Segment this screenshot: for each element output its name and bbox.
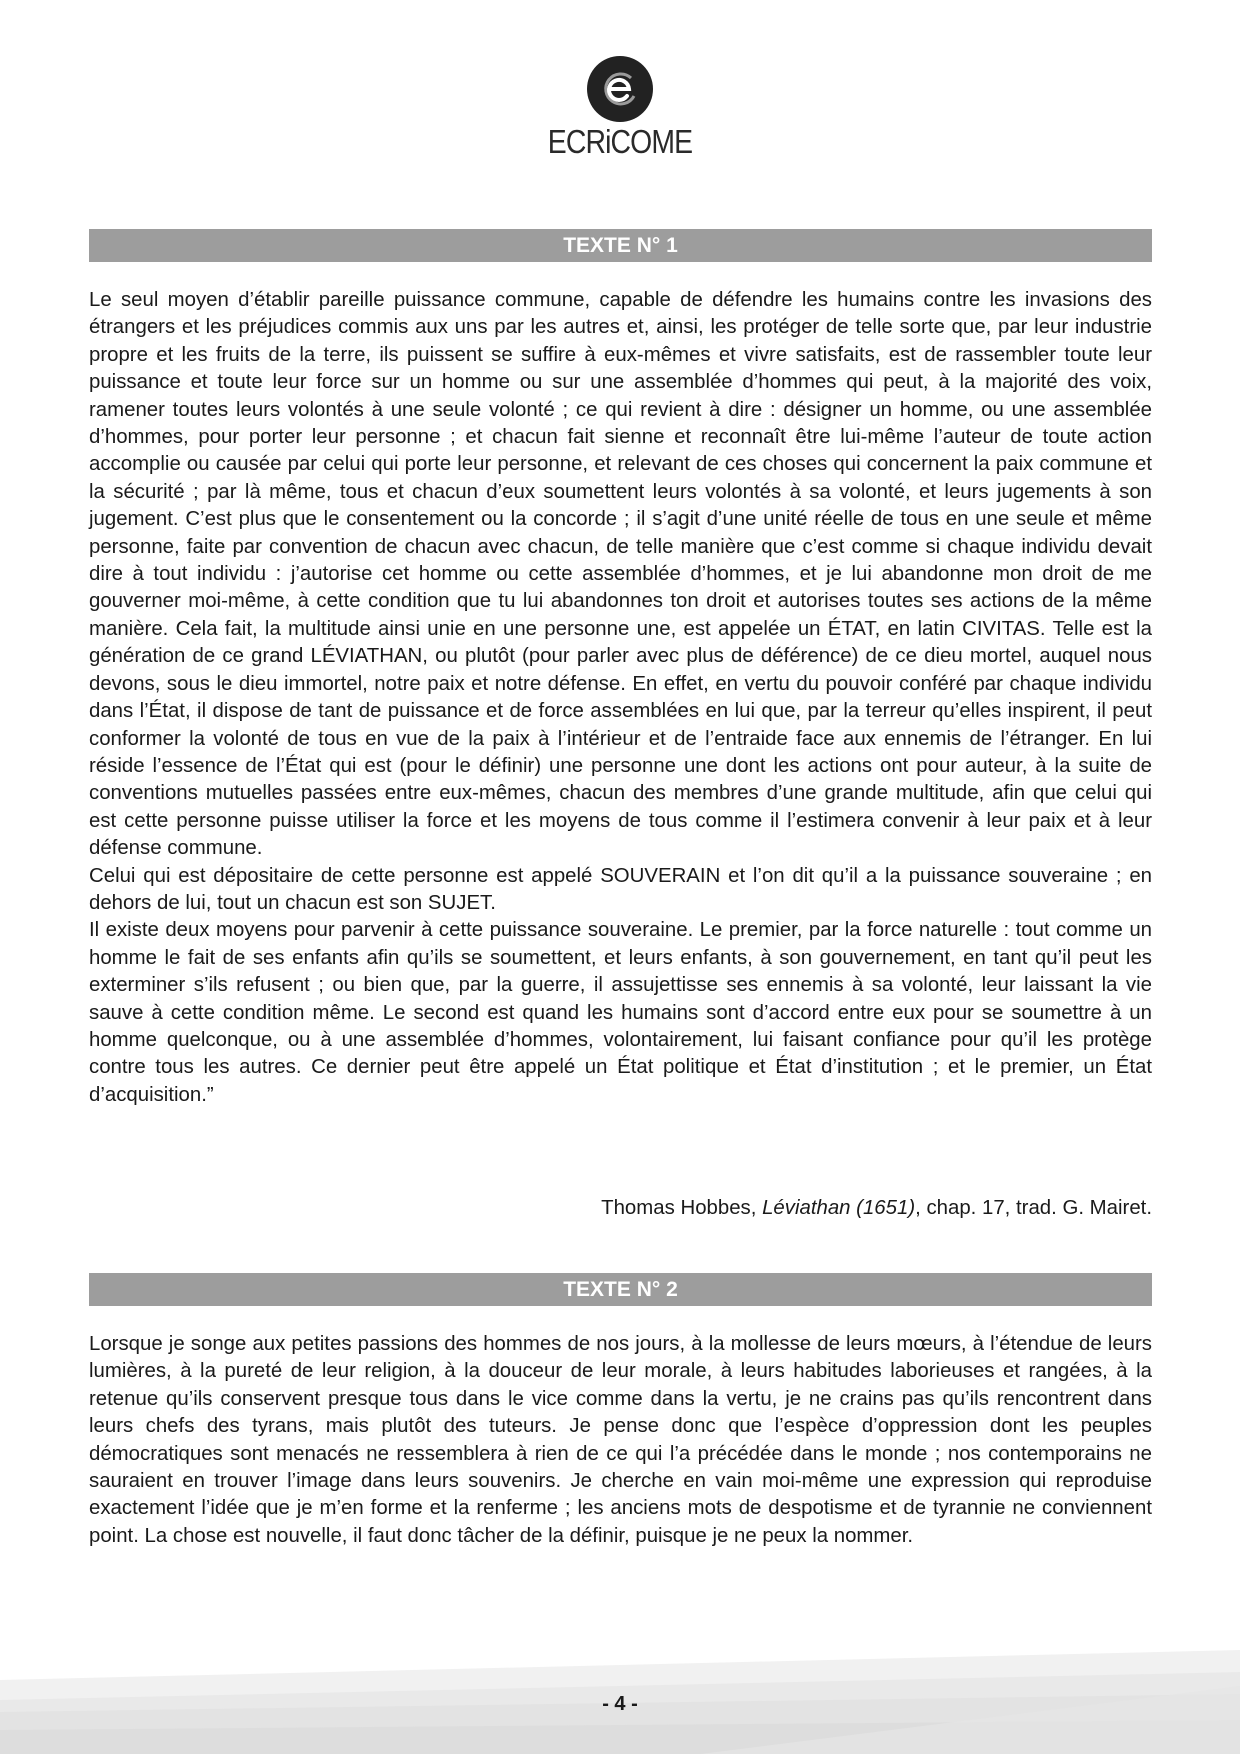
texte-1-body [89, 287, 1152, 1109]
ecricome-logo [0, 56, 1240, 166]
texte-1-paragraph: Il existe deux moyens pour parvenir à cette puissance souveraine. Le premier, par la force naturelle : tout comme un homme le fait de ses enfants afin qu’ils se soumettent, et leurs enfants, à son gouvernement, en tant qu’il peut les exterminer s’ils refusent ; ou bien que, par la guerre, il assujettisse ses ennemis à sa volonté, leur laissant la vie sauve à cette condition même. Le second est quand les humains sont d’accord entre eux pour se soumettre à un homme quelconque, ou à une assemblée d’hommes, volontairement, lui faisant confiance pour qu’il les protège contre tous les autres. Ce dernier peut être appelé un État politique et État d’institution ; et le premier, un État d’acquisition.” [89, 919, 1152, 1106]
texte-1-paragraph: Le seul moyen d’établir pareille puissance commune, capable de défendre les humains contre les invasions des étrangers et les préjudices commis aux uns par les autres et, ainsi, les protéger de telle sorte que, par leur industrie propre et les fruits de la terre, ils puissent se suffire à eux-mêmes et vivre satisfaits, est de rassembler toute leur puissance et toute leur force sur un homme ou sur une assemblée d’hommes qui peut, à la majorité des voix, ramener toutes leurs volontés à une seule volonté ; ce qui revient à dire : désigner un homme, ou une assemblée d’hommes, pour porter leur personne ; et chacun fait sienne et reconnaît être lui-même l’auteur de toute action accomplie ou causée par celui qui porte leur personne, et relevant de ces choses qui concernent la paix commune et la sécurité ; par là même, tous et chacun d’eux soumettent leurs volontés à sa volonté, et leurs jugements à son jugement. C’est plus que le consentement ou la concorde ; il s’agit d’une unité réelle de tous en une seule et même personne, faite par convention de chacun avec chacun, de telle manière que c’est comme si chaque individu devait dire à tout individu : j’autorise cet homme ou cette assemblée d’hommes, et je lui abandonne mon droit de me gouverner moi-même, à cette condition que tu lui abandonnes ton droit et autorises toutes ses actions de la même manière. Cela fait, la multitude ainsi unie en une personne une, est appelée un ÉTAT, en latin CIVITAS. Telle est la génération de ce grand LÉVIATHAN, ou plutôt (pour parler avec plus de déférence) de ce dieu mortel, auquel nous devons, sous le dieu immortel, notre paix et notre défense. En effet, en vertu du pouvoir conféré par chaque individu dans l’État, il dispose de tant de puissance et de force assemblées en lui que, par la terreur qu’elles inspirent, il peut conformer la volonté de tous en vue de la paix à l’intérieur et de l’entraide face aux ennemis de l’étranger. En lui réside l’essence de l’État qui est (pour le définir) une personne une dont les actions ont pour auteur, à la suite de conventions mutuelles passées entre eux-mêmes, chacun des membres d’une grande multitude, afin que celui qui est cette personne puisse utiliser la force et les moyens de tous comme il l’estimera convenir à leur paix et à leur défense commune. [89, 289, 1152, 860]
ecricome-logo-icon [587, 56, 653, 122]
texte-2-paragraph: Lorsque je songe aux petites passions des hommes de nos jours, à la mollesse de leurs mœurs, à l’étendue de leurs lumières, à la pureté de leur religion, à la douceur de leur morale, à leurs habitudes laborieuses et rangées, à la retenue qu’ils conservent presque tous dans le vice comme dans la vertu, je ne crains pas qu’ils rencontrent dans leurs chefs des tyrans, mais plutôt des tuteurs. Je pense donc que l’espèce d’oppression dont les peuples démocratiques sont menacés ne ressemblera à rien de ce qui l’a précédée dans le monde ; nos contemporains ne sauraient en trouver l’image dans leurs souvenirs. Je cherche en vain moi-même une expression qui reproduise exactement l’idée que je m’en forme et la renferme ; les anciens mots de despotisme et de tyrannie ne conviennent point. La chose est nouvelle, il faut donc tâcher de la définir, puisque je ne peux la nommer. [89, 1333, 1152, 1547]
page-number: - 4 - [602, 1693, 638, 1715]
citation-details: , chap. 17, trad. G. Mairet. [915, 1197, 1152, 1219]
texte-1-citation [89, 1195, 1152, 1222]
citation-work: Léviathan (1651) [762, 1197, 916, 1219]
texte-2-body [89, 1331, 1152, 1550]
citation-author: Thomas Hobbes, [601, 1197, 763, 1219]
texte-1-paragraph: Celui qui est dépositaire de cette personne est appelé SOUVERAIN et l’on dit qu’il a la puissance souveraine ; en dehors de lui, tout un chacun est son SUJET. [89, 864, 1152, 914]
section-title-texte-1: TEXTE N° 1 [89, 229, 1152, 262]
section-title-texte-2: TEXTE N° 2 [89, 1273, 1152, 1306]
ecricome-logo-text: ECRiCOME [547, 123, 693, 160]
